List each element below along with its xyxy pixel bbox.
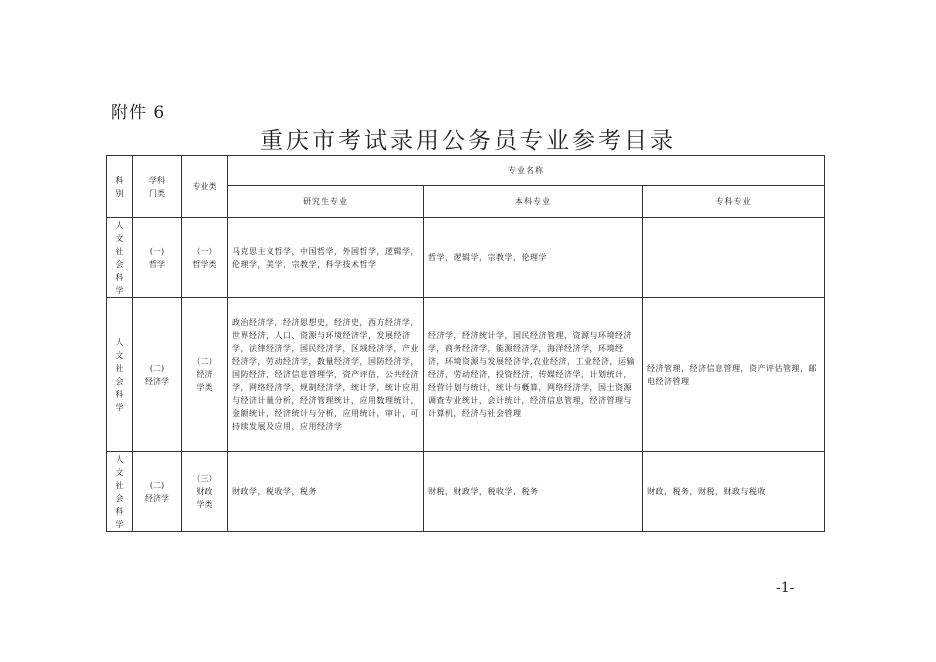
category-char: 社: [115, 363, 124, 373]
major-class-line: 学类: [196, 500, 213, 509]
junior-college-majors-cell: 经济管理，经济信息管理，资产评估管理，邮电经济管理: [643, 298, 825, 452]
major-class-line: （一）: [192, 246, 217, 256]
category-char: 人: [115, 337, 124, 347]
graduate-majors-cell: 政治经济学，经济思想史，经济史，西方经济学，世界经济，人口、资源与环境经济学，发展经济学，法律经济学，国民经济学，区域经济学，产业经济学，劳动经济学，数量经济学，国防经济学，国防经济，经济信息管理学，资产评估，公共经济学，网络经济学，规制经济学，统计学，统计应用与经济计量分析，经济管理统计，应用数理统计，金额统计，经济统计与分析，应用统计，审计，可持续发展及应用，应用经济学: [228, 298, 424, 452]
header-junior-college: 专科专业: [643, 186, 825, 218]
header-category-line: 别: [115, 188, 124, 198]
category-char: 会: [115, 376, 124, 386]
discipline-cell: [133, 218, 182, 298]
discipline-line: 经济学: [145, 493, 169, 503]
discipline-line: (二): [149, 363, 165, 373]
category-char: 科: [115, 506, 124, 516]
category-char: 文: [115, 467, 124, 477]
header-undergraduate: 本科专业: [424, 186, 643, 218]
junior-college-majors-cell: 财政，税务，财税，财政与税收: [643, 452, 825, 532]
major-class-line: （三）: [192, 474, 217, 483]
major-directory-table: [106, 155, 825, 532]
discipline-line: 哲学: [149, 259, 165, 269]
category-char: 文: [115, 350, 124, 360]
undergraduate-majors-cell: 哲学，逻辑学，宗教学，伦理学: [424, 218, 643, 298]
category-char: 科: [115, 389, 124, 399]
discipline-cell: [133, 452, 182, 532]
header-major-name: 专业名称: [228, 156, 825, 186]
major-class-line: 学类: [196, 383, 213, 392]
major-class-cell: [182, 452, 228, 532]
graduate-majors-cell: 马克思主义哲学，中国哲学，外国哲学，逻辑学，伦理学，美学，宗教学，科学技术哲学: [228, 218, 424, 298]
discipline-line: 经济学: [145, 376, 169, 386]
table-row: [107, 298, 825, 452]
undergraduate-majors-cell: 经济学，经济统计学，国民经济管理，资源与环境经济学，商务经济学，能源经济学，海洋经济学，环境经济，环境资源与发展经济学,农业经济，工业经济，运输经济，劳动经济，投资经济，传媒经济学，计划统计，经营计划与统计，统计与概算，网络经济学，国土资源调查专业统计，会计统计，经济信息管理，经济管理与计算机，经济与社会管理: [424, 298, 643, 452]
major-class-line: （二）: [192, 357, 217, 366]
table-row: [107, 452, 825, 532]
category-char: 会: [115, 259, 124, 269]
header-category-line: 科: [115, 175, 124, 185]
header-discipline-line: 门类: [149, 188, 165, 198]
discipline-cell: [133, 298, 182, 452]
category-cell: [107, 452, 133, 532]
attachment-label: 附件 6: [111, 103, 166, 123]
junior-college-majors-cell: [643, 218, 825, 298]
header-discipline-line: 学科: [149, 175, 165, 185]
header-graduate: 研究生专业: [228, 186, 424, 218]
header-category: [107, 156, 133, 218]
discipline-line: (一): [149, 246, 165, 256]
category-char: 文: [115, 233, 124, 243]
page-title: 重庆市考试录用公务员专业参考目录: [260, 128, 676, 154]
major-class-line: 经济: [196, 370, 213, 379]
discipline-line: (二): [149, 480, 165, 490]
graduate-majors-cell: 财政学，税收学，税务: [228, 452, 424, 532]
category-char: 人: [115, 454, 124, 464]
category-cell: [107, 218, 133, 298]
header-discipline: [133, 156, 182, 218]
header-major-class: 专业类: [182, 156, 228, 218]
major-class-line: 哲学类: [192, 259, 217, 269]
category-char: 人: [115, 220, 124, 230]
major-class-cell: [182, 218, 228, 298]
category-char: 科: [115, 272, 124, 282]
table-row: [107, 218, 825, 298]
category-char: 社: [115, 480, 124, 490]
undergraduate-majors-cell: 财税，财政学，税收学，税务: [424, 452, 643, 532]
category-char: 会: [115, 493, 124, 503]
category-char: 学: [115, 285, 124, 295]
major-class-line: 财政: [196, 487, 213, 496]
page-number: -1-: [776, 580, 795, 596]
category-char: 社: [115, 246, 124, 256]
major-class-cell: [182, 298, 228, 452]
category-char: 学: [115, 402, 124, 412]
category-cell: [107, 298, 133, 452]
category-char: 学: [115, 519, 124, 529]
table-header-row: [107, 156, 825, 186]
